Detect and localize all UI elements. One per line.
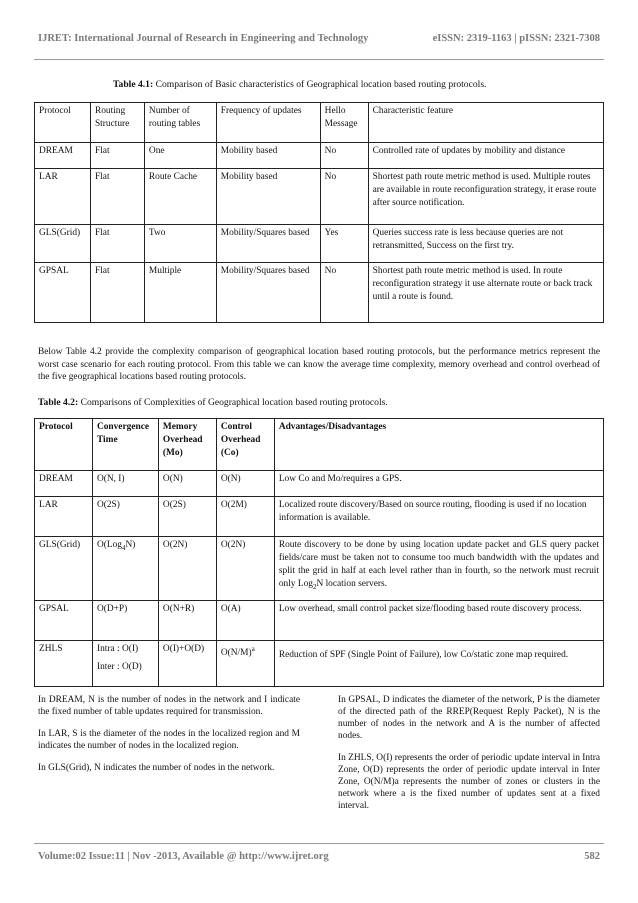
table-cell: Flat <box>90 225 144 263</box>
table-cell: O(2N) <box>216 537 274 601</box>
page-number: 582 <box>584 851 600 862</box>
table-cell: No <box>320 169 368 225</box>
table-cell: Shortest path route metric method is used. In route reconfiguration strategy it use alternate route or back track until a route is found. <box>368 263 603 323</box>
intro-paragraph: Below Table 4.2 provide the complexity comparison of geographical location based routing protocols, but the performance metrics represent the worst case scenario for each routing protocol. From this table we can know the average time complexity, memory overhead and control overhead of the five geographical locations based routing protocols. <box>38 347 600 383</box>
table-cell: O(2S) <box>158 497 216 537</box>
table-cell: O(2M) <box>216 497 274 537</box>
lar-note: In LAR, S is the diameter of the nodes in the localized region and M indicates the number of nodes in the localized region. <box>38 729 300 751</box>
header-rule <box>34 59 604 60</box>
time-subscript: 4 <box>121 543 126 552</box>
adv-subscript: 2 <box>312 582 317 591</box>
table-cell: O(2S) <box>92 497 158 537</box>
journal-title: IJRET: International Journal of Research in Engineering and Technology <box>38 33 369 44</box>
table1-header: Characteristic feature <box>368 103 603 143</box>
table1-caption-label: Table 4.1: <box>113 79 154 90</box>
table-cell: No <box>320 263 368 323</box>
table-cell: LAR <box>35 169 91 225</box>
table-row <box>35 641 604 687</box>
table-cell: Mobility based <box>216 143 320 169</box>
table-cell: No <box>320 143 368 169</box>
table1-header: Frequency of updates <box>216 103 320 143</box>
table-cell: Controlled rate of updates by mobility and distance <box>368 143 603 169</box>
table2-caption-label: Table 4.2: <box>38 397 79 408</box>
table-cell: Shortest path route metric method is used. Multiple routes are available in route reconfiguration strategy, it erase route after source notification. <box>368 169 603 225</box>
table-cell: Flat <box>90 263 144 323</box>
table-cell: GPSAL <box>35 601 93 641</box>
time-text: O(Log <box>96 540 122 550</box>
dream-note: In DREAM, N is the number of nodes in the network and I indicate the fixed number of table updates required for transmission. <box>38 695 300 717</box>
table-4-1 <box>34 102 604 323</box>
table-cell: O(N) <box>158 471 216 497</box>
table-cell <box>216 641 274 687</box>
table-cell: O(I)+O(D) <box>158 641 216 687</box>
table-cell: O(N, I) <box>92 471 158 497</box>
table-cell: O(D+P) <box>92 601 158 641</box>
table-cell: Yes <box>320 225 368 263</box>
table-row <box>35 143 604 169</box>
table-cell: Low overhead, small control packet size/flooding based route discovery process. <box>274 601 603 641</box>
table-cell <box>92 641 158 687</box>
table-row <box>35 537 604 601</box>
table-cell: DREAM <box>35 143 91 169</box>
inter-time: Inter : O(D) <box>96 662 142 672</box>
table-cell: Flat <box>90 169 144 225</box>
table-cell: O(2N) <box>158 537 216 601</box>
table2-caption-text: Comparisons of Complexities of Geographical location based routing protocols. <box>78 397 388 408</box>
table-cell: ZHLS <box>35 641 93 687</box>
page-header <box>38 33 600 44</box>
gpsal-note: In GPSAL, D indicates the diameter of the network, P is the diameter of the directed path of the RREP(Request Reply Packet), N is the number of nodes in the network and A is the number of affected nodes. <box>338 695 600 741</box>
issn-text: eISSN: 2319-1163 | pISSN: 2321-7308 <box>432 33 600 44</box>
table1-header: Protocol <box>35 103 91 143</box>
adv-text: Route discovery to be done by using location update packet and GLS query packet fields/care must be taken not to consume too much bandwidth with the updates and split the grid in half at each level rather than in fourth, so the network must recruit only Log <box>278 540 599 589</box>
table-row <box>35 497 604 537</box>
table2-caption <box>38 397 388 409</box>
table-cell: Localized route discovery/Based on source routing, flooding is used if no location information is available. <box>274 497 603 537</box>
table-cell: Mobility/Squares based <box>216 225 320 263</box>
table-cell: GLS(Grid) <box>35 537 93 601</box>
table2-header-row <box>35 419 604 471</box>
table-cell: O(N) <box>216 471 274 497</box>
co-text: O(N/M) <box>220 648 252 659</box>
table-cell: DREAM <box>35 471 93 497</box>
table1-header: Hello Message <box>320 103 368 143</box>
table-row <box>35 169 604 225</box>
table-cell: Queries success rate is less because queries are not retransmitted, Success on the first try. <box>368 225 603 263</box>
table-row <box>35 471 604 497</box>
table2-header: Convergence Time <box>92 419 158 471</box>
table-cell: One <box>144 143 216 169</box>
table-cell: Flat <box>90 143 144 169</box>
table1-header: Routing Structure <box>90 103 144 143</box>
table1-caption-text: Comparison of Basic characteristics of Geographical location based routing protocols. <box>153 79 487 90</box>
time-text-end: N) <box>125 540 136 550</box>
table-cell: Two <box>144 225 216 263</box>
table-cell: Mobility/Squares based <box>216 263 320 323</box>
table-row <box>35 225 604 263</box>
table2-header: Control Overhead (Co) <box>216 419 274 471</box>
table-row <box>35 263 604 323</box>
table-cell: O(N+R) <box>158 601 216 641</box>
table-cell: LAR <box>35 497 93 537</box>
table-row <box>35 601 604 641</box>
table-cell: Reduction of SPF (Single Point of Failure), low Co/static zone map required. <box>274 641 603 687</box>
footer-rule <box>34 843 604 844</box>
table1-header-row <box>35 103 604 143</box>
table-cell <box>92 537 158 601</box>
table-cell: O(A) <box>216 601 274 641</box>
adv-text-end: N location servers. <box>316 579 388 589</box>
left-column <box>38 694 300 784</box>
gls-note: In GLS(Grid), N indicates the number of nodes in the network. <box>38 763 275 773</box>
page-footer <box>38 851 600 862</box>
table-cell <box>274 537 603 601</box>
intra-time: Intra : O(I) <box>96 644 139 654</box>
table1-caption <box>113 79 486 91</box>
table-cell: Low Co and Mo/requires a GPS. <box>274 471 603 497</box>
zhls-note: In ZHLS, O(I) represents the order of periodic update interval in Intra Zone, O(D) represents the order of periodic update interval in Inter Zone, O(N/M)a represents the number of zones or clusters in the network where a is the fixed number of updates sent at a fixed interval. <box>338 753 600 811</box>
right-column <box>338 694 600 822</box>
table-cell: Route Cache <box>144 169 216 225</box>
table2-header: Advantages/Disadvantages <box>274 419 603 471</box>
table2-header: Protocol <box>35 419 93 471</box>
table-cell: Multiple <box>144 263 216 323</box>
table1-header: Number of routing tables <box>144 103 216 143</box>
table-cell: GPSAL <box>35 263 91 323</box>
table2-header: Memory Overhead (Mo) <box>158 419 216 471</box>
table-cell: GLS(Grid) <box>35 225 91 263</box>
table-cell: Mobility based <box>216 169 320 225</box>
co-superscript: a <box>251 645 255 653</box>
table-4-2 <box>34 418 604 687</box>
volume-info: Volume:02 Issue:11 | Nov -2013, Available @ http://www.ijret.org <box>38 851 329 862</box>
